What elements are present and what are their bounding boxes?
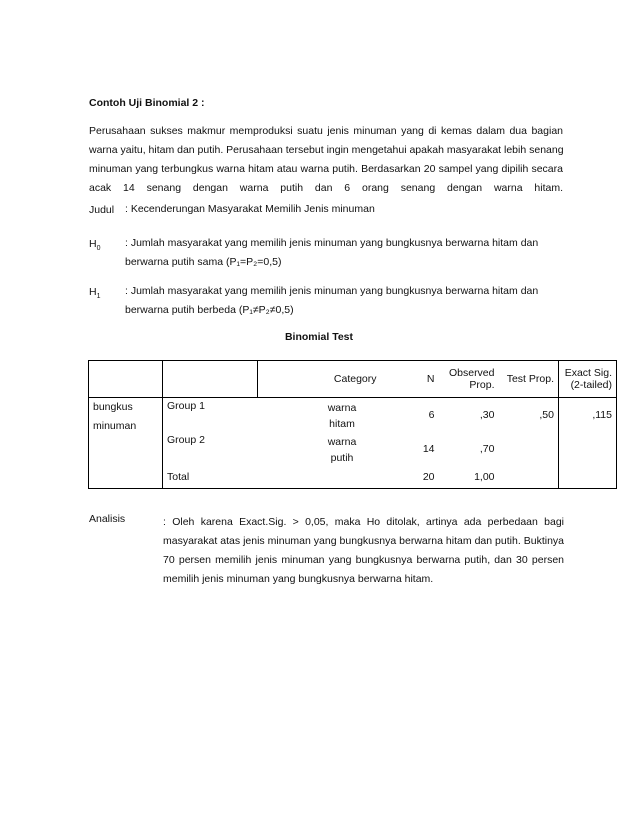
- category-cell: [258, 466, 381, 488]
- judul-value: : Kecenderungan Masyarakat Memilih Jenis minuman: [125, 203, 375, 215]
- header-category: Category: [258, 361, 381, 398]
- analisis-label: Analisis: [89, 513, 126, 525]
- header-empty: [163, 361, 258, 398]
- category-cell: warna putih: [327, 436, 357, 464]
- h0-line: : Jumlah masyarakat yang memilih jenis minuman yang bungkusnya berwarna hitam dan: [125, 237, 539, 249]
- document-title: Contoh Uji Binomial 2 :: [89, 97, 205, 109]
- header-observed-prop: Observed Prop.: [439, 361, 499, 398]
- h0-line: berwarna putih sama (P₁=P₂=0,5): [125, 256, 282, 268]
- n-cell: 14: [422, 443, 435, 455]
- prop-cell: ,70: [479, 443, 495, 455]
- h1-line: : Jumlah masyarakat yang memilih jenis minuman yang bungkusnya berwarna hitam dan: [125, 285, 539, 297]
- h1-statement: [125, 282, 565, 320]
- sig-cell: [559, 466, 617, 488]
- analisis-text: [163, 513, 564, 589]
- paragraph-line: warna yaitu, hitam dan putih. Perusahaan tersebut ingin mengetahui apakah masyarakat lebih senang: [89, 144, 564, 156]
- paragraph-line: minuman yang terbungkus warna hitam atau warna putih. Berdasarkan 20 sampel yang dipilih secara: [89, 163, 563, 175]
- analisis-line: memilih jenis minuman yang bungkusnya berwarna hitam.: [163, 573, 434, 585]
- header-empty: [89, 361, 163, 398]
- h0-statement: [125, 234, 565, 272]
- test-prop-cell: [499, 466, 559, 488]
- table-header-row: [89, 361, 617, 398]
- n-cell: 20: [381, 466, 439, 488]
- group-cell: Group 2: [167, 434, 205, 446]
- analisis-line: masyarakat atas jenis minuman yang bungkusnya berwarna hitam dan putih. Buktinya: [163, 535, 564, 547]
- prop-cell: ,30: [479, 409, 495, 421]
- paragraph-line: Perusahaan sukses makmur memproduksi suatu jenis minuman yang di kemas dalam dua bagian: [89, 125, 563, 137]
- sig-cell: ,115: [559, 398, 617, 433]
- test-prop-cell: ,50: [539, 409, 554, 421]
- table-row: [89, 398, 617, 433]
- group-cell: Group 1: [167, 400, 205, 412]
- analisis-line: 70 persen memilih jenis minuman yang bungkusnya berwarna putih, dan 30 persen: [163, 554, 564, 566]
- header-test-prop: Test Prop.: [499, 361, 559, 398]
- analisis-line: : Oleh karena Exact.Sig. > 0,05, maka Ho ditolak, artinya ada perbedaan bagi: [163, 516, 564, 528]
- test-prop-cell: [499, 432, 559, 466]
- row-label: bungkus minuman: [89, 398, 163, 467]
- row-label-empty: [89, 466, 163, 488]
- group-cell: Total: [163, 466, 258, 488]
- h1-label: $H_1$: [89, 286, 101, 301]
- problem-paragraph: [89, 122, 563, 198]
- sig-cell: [559, 432, 617, 466]
- n-cell: 6: [428, 409, 435, 421]
- table-row: [89, 466, 617, 488]
- paragraph-line: acak 14 senang dengan warna putih dan 6 orang senang dengan warna hitam.: [89, 182, 563, 194]
- header-n: N: [381, 361, 439, 398]
- table-row: [89, 432, 617, 466]
- prop-cell: 1,00: [439, 466, 499, 488]
- binomial-test-table: [88, 360, 617, 489]
- h1-line: berwarna putih berbeda (P₁≠P₂≠0,5): [125, 304, 294, 316]
- h0-label: $H_0$: [89, 238, 101, 253]
- table-title: Binomial Test: [284, 331, 354, 343]
- header-exact-sig: Exact Sig. (2-tailed): [559, 361, 617, 398]
- category-cell: warna hitam: [327, 402, 357, 430]
- judul-label: Judul: [89, 204, 115, 216]
